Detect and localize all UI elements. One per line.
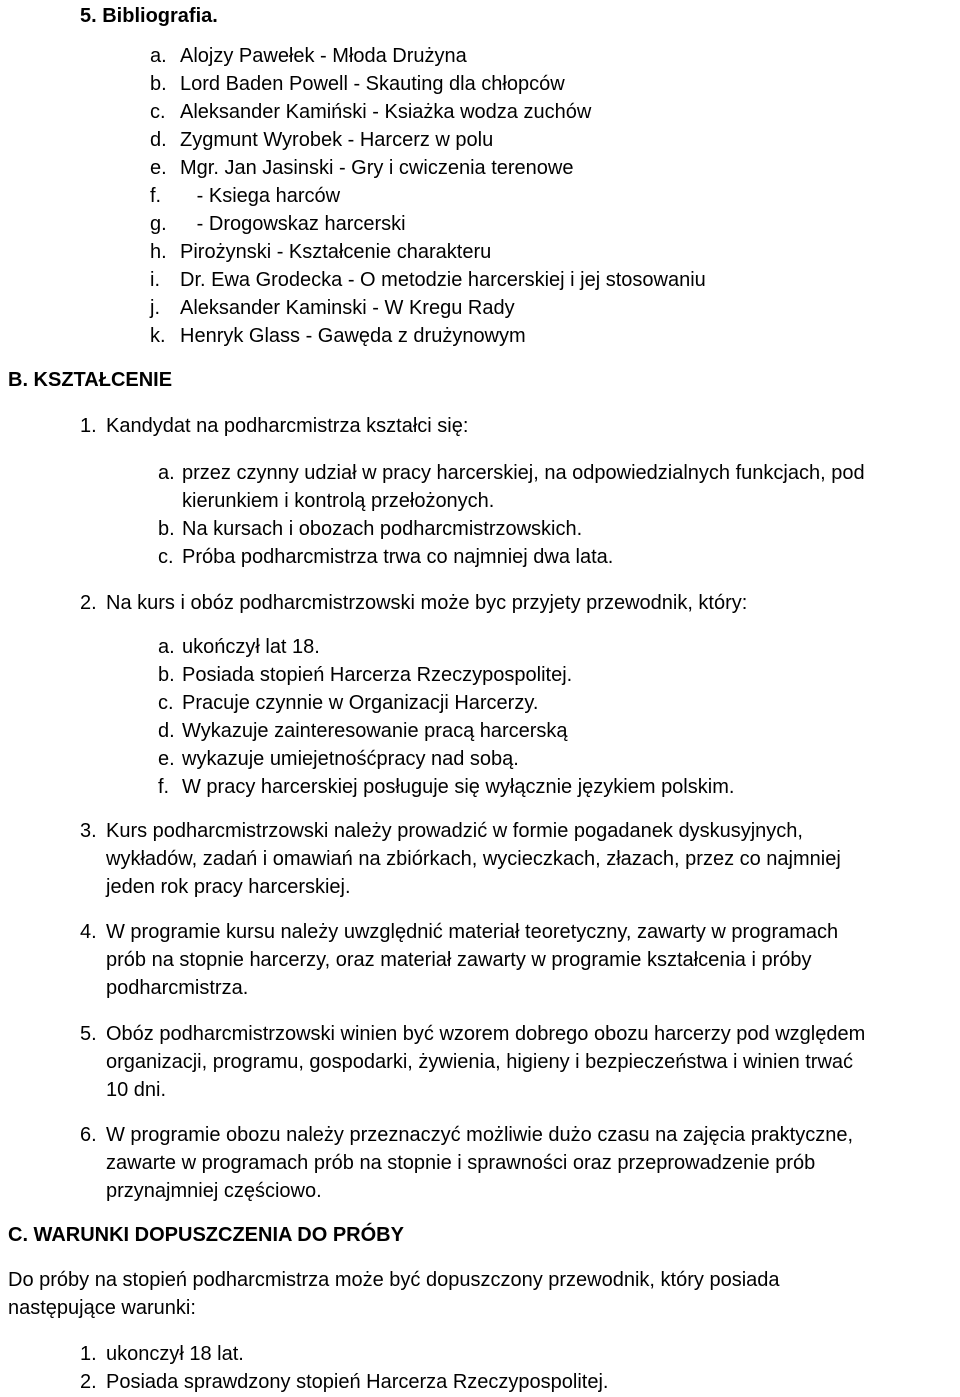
- point-2-item-a: [158, 633, 320, 661]
- point-number: 1.: [80, 415, 97, 437]
- point-number: 3.: [80, 820, 97, 842]
- point-6: [80, 1121, 853, 1149]
- list-item-text: W pracy harcerskiej posługuje się wyłącznie językiem polskim.: [182, 776, 735, 798]
- point-number: 1.: [80, 1343, 97, 1365]
- list-item-text: wykazuje umiejetnośćpracy nad sobą.: [182, 748, 519, 770]
- list-marker: e.: [158, 748, 175, 770]
- bibliography-item-f: [150, 182, 340, 210]
- point-1-item-a: [158, 459, 865, 487]
- list-marker: j.: [150, 297, 160, 319]
- bibliography-text: Dr. Ewa Grodecka - O metodzie harcerskiej i jej stosowaniu: [180, 269, 706, 291]
- list-item-text: przez czynny udział w pracy harcerskiej, na odpowiedzialnych funkcjach, pod: [182, 462, 865, 484]
- bibliography-item-k: [150, 322, 526, 350]
- point-text: W programie obozu należy przeznaczyć możliwie dużo czasu na zajęcia praktyczne,: [106, 1124, 854, 1146]
- bibliography-item-h: [150, 238, 491, 266]
- list-marker: h.: [150, 241, 167, 263]
- list-marker: k.: [150, 325, 166, 347]
- list-item-text: Próba podharcmistrza trwa co najmniej dwa lata.: [182, 546, 614, 568]
- bibliography-text: Lord Baden Powell - Skauting dla chłopców: [180, 73, 565, 95]
- list-marker: d.: [158, 720, 175, 742]
- condition-text: ukonczył 18 lat.: [106, 1343, 244, 1365]
- point-5: [80, 1020, 865, 1048]
- bibliography-text: Pirożynski - Kształcenie charakteru: [180, 241, 492, 263]
- section-c-heading: C. WARUNKI DOPUSZCZENIA DO PRÓBY: [8, 1224, 404, 1246]
- point-5-line-3: 10 dni.: [106, 1079, 167, 1101]
- list-marker: c.: [150, 101, 166, 123]
- list-item-text: Wykazuje zainteresowanie pracą harcerską: [182, 720, 568, 742]
- list-item-text: Posiada stopień Harcerza Rzeczypospolitej.: [182, 664, 573, 686]
- list-marker: f.: [150, 185, 162, 207]
- point-number: 5.: [80, 1023, 97, 1045]
- bibliography-text: Aleksander Kaminski - W Kregu Rady: [180, 297, 515, 319]
- list-marker: a.: [158, 636, 175, 658]
- bibliography-item-b: [150, 70, 565, 98]
- point-2-item-c: [158, 689, 538, 717]
- list-marker: g.: [150, 213, 167, 235]
- point-2-item-e: [158, 745, 519, 773]
- bibliography-text: Aleksander Kamiński - Ksiażka wodza zuchów: [180, 101, 592, 123]
- list-marker: a.: [158, 462, 175, 484]
- list-marker: b.: [150, 73, 167, 95]
- point-number: 6.: [80, 1124, 97, 1146]
- point-4-line-3: podharcmistrza.: [106, 977, 249, 999]
- bibliography-text: Zygmunt Wyrobek - Harcerz w polu: [180, 129, 494, 151]
- bibliography-text: - Drogowskaz harcerski: [180, 213, 406, 235]
- bibliography-item-g: [150, 210, 406, 238]
- point-1-item-b: [158, 515, 582, 543]
- point-text: Kandydat na podharcmistrza kształci się:: [106, 415, 469, 437]
- bibliography-text: Mgr. Jan Jasinski - Gry i cwiczenia terenowe: [180, 157, 574, 179]
- list-item-text: Pracuje czynnie w Organizacji Harcerzy.: [182, 692, 539, 714]
- point-4: [80, 918, 838, 946]
- section-b-heading: B. KSZTAŁCENIE: [8, 369, 173, 391]
- point-3-line-2: wykładów, zadań i omawiań na zbiórkach, wycieczkach, złazach, przez co najmniej: [106, 848, 841, 870]
- point-text: Na kurs i obóz podharcmistrzowski może byc przyjety przewodnik, który:: [106, 592, 748, 614]
- list-marker: i.: [150, 269, 160, 291]
- point-2-item-d: [158, 717, 568, 745]
- condition-text: Posiada sprawdzony stopień Harcerza Rzeczypospolitej.: [106, 1371, 609, 1393]
- point-4-line-2: prób na stopnie harcerzy, oraz materiał zawarty w programie kształcenia i próby: [106, 949, 812, 971]
- list-marker: c.: [158, 692, 174, 714]
- point-1-item-c: [158, 543, 613, 571]
- bibliography-item-j: [150, 294, 515, 322]
- point-1: [80, 412, 468, 440]
- point-6-line-3: przynajmniej częściowo.: [106, 1180, 322, 1202]
- bibliography-item-a: [150, 42, 467, 70]
- point-5-line-2: organizacji, programu, gospodarki, żywienia, higieny i bezpieczeństwa i winien trwać: [106, 1051, 854, 1073]
- bibliography-text: Henryk Glass - Gawęda z drużynowym: [180, 325, 526, 347]
- condition-item-1: [80, 1340, 244, 1368]
- condition-item-2: [80, 1368, 608, 1396]
- bibliography-item-e: [150, 154, 573, 182]
- point-2-item-b: [158, 661, 572, 689]
- list-item-text: ukończył lat 18.: [182, 636, 320, 658]
- bibliography-item-c: [150, 98, 591, 126]
- section-c-intro-line-2: następujące warunki:: [8, 1297, 196, 1319]
- bibliography-item-i: [150, 266, 706, 294]
- list-item-text: Na kursach i obozach podharcmistrzowskich.: [182, 518, 583, 540]
- section-c-intro-line-1: Do próby na stopień podharcmistrza może być dopuszczony przewodnik, który posiada: [8, 1269, 780, 1291]
- point-number: 2.: [80, 1371, 97, 1393]
- point-text: Kurs podharcmistrzowski należy prowadzić w formie pogadanek dyskusyjnych,: [106, 820, 803, 842]
- point-number: 2.: [80, 592, 97, 614]
- bibliography-text: Alojzy Pawełek - Młoda Drużyna: [180, 45, 467, 67]
- list-marker: e.: [150, 157, 167, 179]
- bibliography-item-d: [150, 126, 493, 154]
- list-marker: c.: [158, 546, 174, 568]
- list-marker: b.: [158, 664, 175, 686]
- point-text: W programie kursu należy uwzględnić materiał teoretyczny, zawarty w programach: [106, 921, 839, 943]
- point-text: Obóz podharcmistrzowski winien być wzorem dobrego obozu harcerzy pod względem: [106, 1023, 866, 1045]
- point-2: [80, 589, 747, 617]
- point-3-line-3: jeden rok pracy harcerskiej.: [106, 876, 351, 898]
- point-1-item-a-continuation: kierunkiem i kontrolą przełożonych.: [182, 490, 495, 512]
- point-2-item-f: [158, 773, 734, 801]
- point-6-line-2: zawarte w programach prób na stopnie i sprawności oraz przeprowadzenie prób: [106, 1152, 816, 1174]
- bibliography-heading: 5. Bibliografia.: [80, 5, 218, 27]
- list-marker: a.: [150, 45, 167, 67]
- list-marker: f.: [158, 776, 170, 798]
- point-3: [80, 817, 803, 845]
- point-number: 4.: [80, 921, 97, 943]
- list-marker: b.: [158, 518, 175, 540]
- list-marker: d.: [150, 129, 167, 151]
- bibliography-text: - Ksiega harców: [180, 185, 341, 207]
